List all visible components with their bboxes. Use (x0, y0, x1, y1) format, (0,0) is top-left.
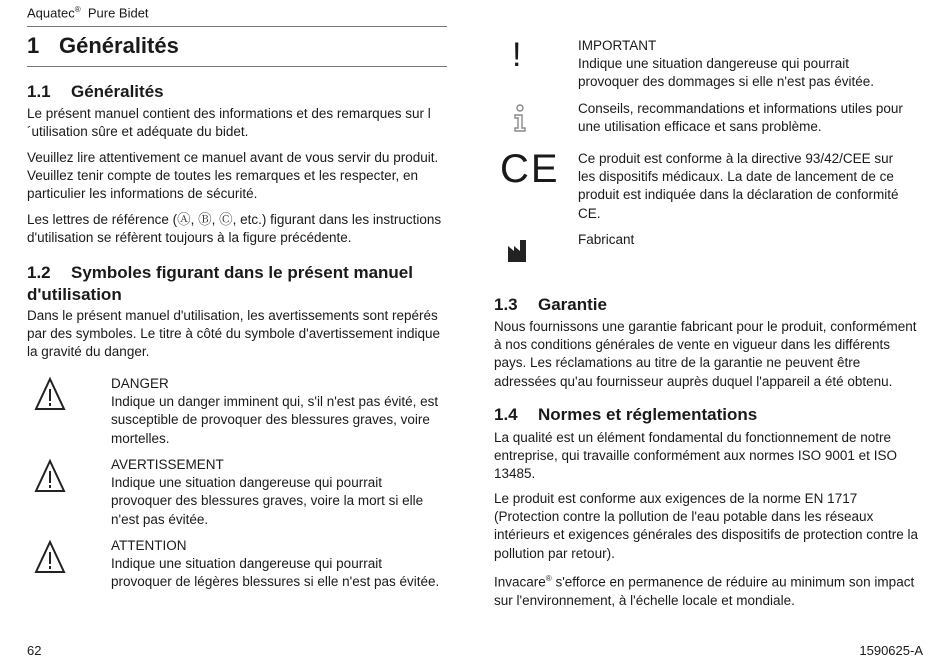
section-1-4-heading (494, 404, 914, 426)
section-1-2-para-1: Dans le présent manuel d'utilisation, les avertissements sont repérés par des symboles. Le titre à côté du symbole d'avertissement indique la gravité du danger. (27, 308, 441, 360)
header-product: Pure Bidet (87, 5, 149, 21)
section-title: Normes et réglementations (538, 405, 758, 424)
invacare-reg-mark: ® (545, 574, 552, 583)
page-number: 62 (27, 643, 42, 658)
section-1-1-para-1: Le présent manuel contient des informations et des remarques sur l´utilisation sûre et adéquate du bidet. (27, 106, 431, 140)
section-1-4-para-3-text: s'efforce en permanence de réduire au minimum son impact sur l'environnement, à l'échelle locale et mondiale. (494, 574, 915, 608)
section-1-1-para-2: Veuillez lire attentivement ce manuel avant de vous servir du produit. Veuillez tenir compte de toutes les remarques et les respecter, en particulier les informations de sécurité. (27, 150, 439, 202)
section-title: Généralités (71, 82, 164, 101)
header-reg-mark: ® (74, 5, 81, 14)
exclamation-icon: ! (512, 36, 522, 74)
ce-text: Ce produit est conforme à la directive 93/42/CEE sur les dispositifs médicaux. La date de lancement de ce produit est indiquée dans la déclaration de conformité CE. (578, 151, 899, 221)
chapter-rule (27, 66, 447, 67)
danger-title: DANGER (111, 376, 169, 391)
chapter-title (27, 33, 179, 59)
section-number: 1.1 (27, 82, 51, 101)
caution-block (111, 537, 446, 592)
manufacturer-icon (508, 240, 530, 267)
warning-triangle-icon (34, 376, 66, 417)
section-1-1-para-3: Les lettres de référence (Ⓐ, Ⓑ, Ⓒ, etc.) figurant dans les instructions d'utilisation se réfèrent toujours à la figure précédente. (27, 212, 442, 246)
section-number: 1.3 (494, 295, 518, 314)
header-brand: Aquatec (27, 5, 75, 21)
section-title: Garantie (538, 295, 607, 314)
invacare-brand: Invacare (494, 574, 546, 590)
chapter-number: 1 (27, 33, 40, 58)
caution-text: Indique une situation dangereuse qui pourrait provoquer de légères blessures si elle n'est pas évitée. (111, 556, 440, 590)
section-number: 1.2 (27, 263, 51, 282)
section-1-4-para-1: La qualité est un élément fondamental du fonctionnement de notre entreprise, qui travaille conformément aux normes ISO 9001 et ISO 13485. (494, 430, 897, 482)
danger-block (111, 375, 446, 448)
section-1-4-para-3 (494, 570, 919, 610)
warning-triangle-icon (34, 458, 66, 499)
warning-triangle-icon (34, 539, 66, 580)
warning-block (111, 456, 446, 529)
manufacturer-text: Fabricant (578, 232, 635, 247)
section-number: 1.4 (494, 405, 518, 424)
chapter-title-text: Généralités (59, 33, 179, 58)
important-block (578, 37, 913, 92)
info-text: Conseils, recommandations et informations utiles pour une utilisation efficace et sans problème. (578, 101, 903, 135)
section-1-2-heading (27, 262, 447, 306)
danger-text: Indique un danger imminent qui, s'il n'est pas évité, est susceptible de provoquer des blessures graves, voire mortelles. (111, 394, 439, 446)
document-number: 1590625-A (859, 643, 923, 658)
section-1-3-para-1: Nous fournissons une garantie fabricant pour le produit, conformément à nos conditions générales de vente en vigueur dans les différents pays. Les réclamations au titre de la garantie ne peuvent être adressées qu'au fournisseur auprès duquel l'appareil a été obtenu. (494, 319, 917, 389)
warning-text: Indique une situation dangereuse qui pourrait provoquer des blessures graves, voire la mort si elle n'est pas évitée. (111, 475, 424, 527)
section-1-4-para-2: Le produit est conforme aux exigences de la norme EN 1717 (Protection contre la pollution de l'eau potable dans les réseaux intérieurs et exigences générales des dispositifs de protection contre la pollution par retour). (494, 491, 918, 561)
header-rule (27, 26, 447, 27)
warning-title: AVERTISSEMENT (111, 457, 224, 472)
info-icon (510, 103, 530, 138)
section-1-1-heading (27, 81, 447, 103)
important-text: Indique une situation dangereuse qui pourrait provoquer des dommages si elle n'est pas évitée. (578, 56, 874, 90)
important-title: IMPORTANT (578, 38, 657, 53)
caution-title: ATTENTION (111, 538, 187, 553)
section-1-3-heading (494, 294, 914, 316)
ce-mark-icon: CE (500, 147, 560, 191)
running-header (27, 5, 149, 20)
section-title: Symboles figurant dans le présent manuel d'utilisation (27, 263, 413, 304)
